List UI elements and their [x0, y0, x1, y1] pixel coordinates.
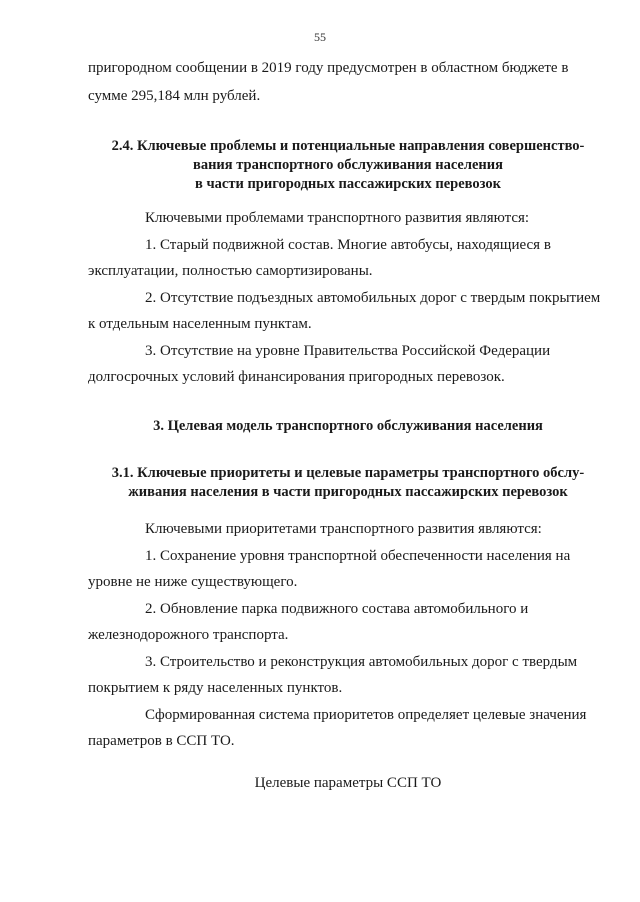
intro-line-2: сумме 295,184 млн рублей. [88, 88, 261, 104]
section-3-1-title-line-2: живания населения в части пригородных пассажирских перевозок [128, 484, 568, 500]
section-3-1-summary-line-1: Сформированная система приоритетов определяет целевые значения [145, 707, 587, 723]
section-3-title: 3. Целевая модель транспортного обслуживания населения [153, 418, 543, 434]
section-3-1-lead: Ключевыми приоритетами транспортного развития являются: [145, 521, 542, 537]
section-2-4-item-3-line-1: 3. Отсутствие на уровне Правительства Российской Федерации [145, 343, 551, 359]
section-2-4-title-line-3: в части пригородных пассажирских перевозок [195, 176, 501, 192]
section-3-1-item-2-line-1: 2. Обновление парка подвижного состава автомобильного и [145, 601, 529, 617]
section-3-1-item-2-line-2: железнодорожного транспорта. [88, 627, 289, 643]
section-2-4-item-3-line-2: долгосрочных условий финансирования пригородных перевозок. [88, 369, 505, 385]
intro-line-1: пригородном сообщении в 2019 году предусмотрен в областном бюджете в [88, 60, 569, 76]
section-3-1-item-1-line-1: 1. Сохранение уровня транспортной обеспеченности населения на [145, 548, 571, 564]
section-3-1-item-3-line-2: покрытием к ряду населенных пунктов. [88, 680, 343, 696]
section-2-4-title-line-2: вания транспортного обслуживания населения [192, 157, 503, 173]
section-3-1-item-3-line-1: 3. Строительство и реконструкция автомобильных дорог с твердым [145, 654, 578, 670]
section-2-4-item-1-line-2: эксплуатации, полностью самортизированы. [88, 263, 373, 279]
section-3-1-title-line-1: 3.1. Ключевые приоритеты и целевые параметры транспортного обслу- [111, 465, 585, 481]
section-2-4-lead: Ключевыми проблемами транспортного развития являются: [145, 210, 530, 226]
section-3-1-summary-line-2: параметров в ССП ТО. [88, 733, 235, 749]
section-2-4-item-2-line-2: к отдельным населенным пунктам. [88, 316, 312, 332]
section-2-4-item-1-line-1: 1. Старый подвижной состав. Многие автобусы, находящиеся в [145, 237, 551, 253]
section-2-4-title-line-1: 2.4. Ключевые проблемы и потенциальные направления совершенство- [111, 138, 585, 154]
section-2-4-item-2-line-1: 2. Отсутствие подъездных автомобильных дорог с твердым покрытием [145, 290, 601, 306]
table-caption: Целевые параметры ССП ТО [254, 775, 442, 791]
section-3-1-item-1-line-2: уровне не ниже существующего. [88, 574, 298, 590]
page-number: 55 [314, 30, 326, 44]
